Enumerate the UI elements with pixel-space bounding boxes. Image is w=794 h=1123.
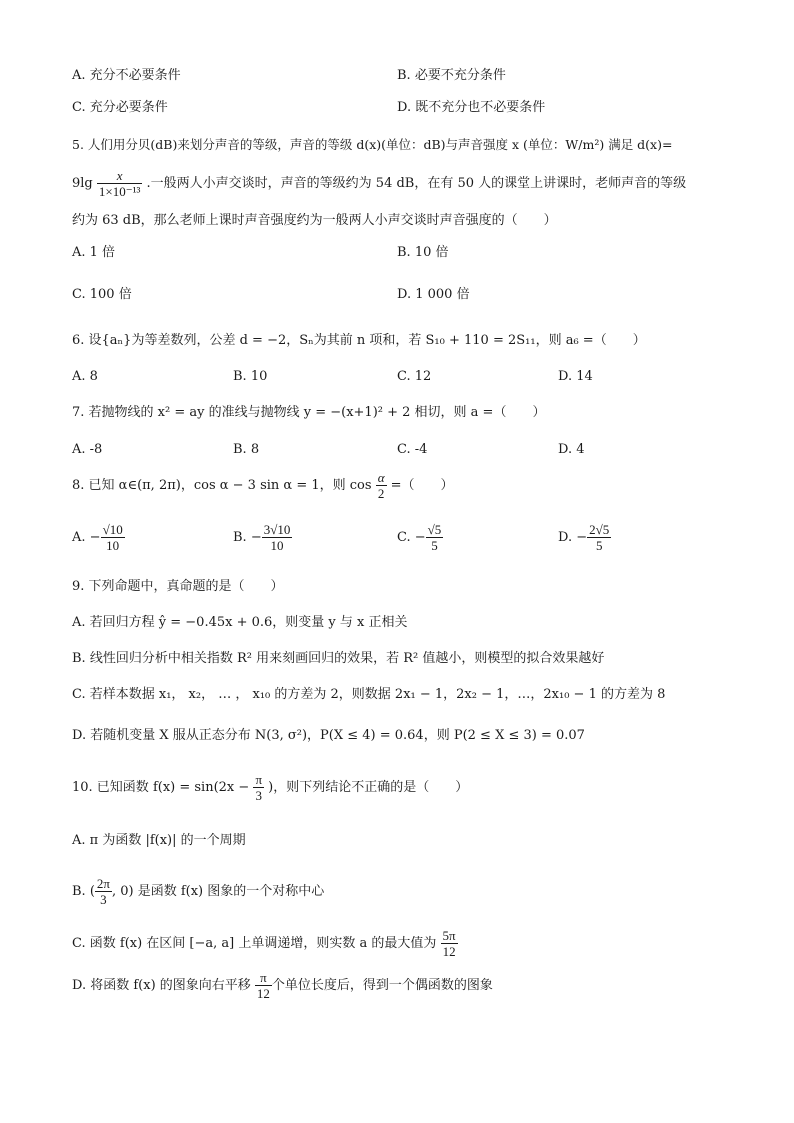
q7-stem: 7. 若抛物线的 x² = ay 的准线与抛物线 y = −(x+1)² + 2 相切，则 a =（ ）: [72, 405, 546, 420]
q10-fraction: [253, 772, 264, 803]
q10-option-d: [72, 966, 493, 1006]
q8-option-b-label: B.: [233, 530, 247, 545]
q10-option-c: [72, 924, 458, 964]
q8-option-c-den: 5: [431, 538, 438, 553]
q10-option-d-frac: [255, 970, 272, 1001]
q5-frac-num: x: [97, 168, 143, 184]
q8-option-d-frac: [587, 522, 611, 553]
q9-option-d: D. 若随机变量 X 服从正态分布 N(3, σ²)，P(X ≤ 4) = 0.64，则 P(2 ≤ X ≤ 3) = 0.07: [72, 728, 585, 743]
q5-frac-den: 1×10⁻¹³: [98, 184, 141, 199]
q10-stem-suffix: )，则下列结论不正确的是（ ）: [268, 780, 469, 795]
q8-option-b-frac: [262, 522, 293, 553]
q8-option-a: A. − $\frac{√10}{10}$: [72, 522, 123, 553]
q10-option-b-suffix: , 0) 是函数 f(x) 图象的一个对称中心: [111, 884, 325, 899]
q10-frac-den: 3: [255, 788, 262, 803]
q10-option-c-num: 5π: [442, 928, 456, 943]
q8-option-a-frac: [101, 522, 125, 553]
q5-option-c: C. 100 倍: [72, 287, 132, 302]
q5-line2-suffix: .一般两人小声交谈时，声音的等级约为 54 dB，在有 50 人的课堂上讲课时，老师声音的等级: [146, 176, 687, 191]
q8-option-c: C. − $\frac{√5}{5}$: [397, 522, 442, 553]
q10-option-b-frac: [95, 876, 112, 907]
q8-option-a-den: 10: [106, 538, 120, 553]
q5-option-d: D. 1 000 倍: [397, 287, 470, 302]
q4-option-c: C. 充分必要条件: [72, 100, 168, 115]
q10-option-c-frac: [441, 928, 458, 959]
q10-option-b-num: 2π: [96, 876, 110, 891]
q8-option-d: D. − $\frac{2√5}{5}$: [558, 522, 610, 553]
q9-stem: 9. 下列命题中，真命题的是（ ）: [72, 579, 284, 594]
q9-option-b: B. 线性回归分析中相关指数 R² 用来刻画回归的效果，若 R² 值越小，则模型的拟合效果越好: [72, 651, 605, 666]
q9-option-c: C. 若样本数据 x₁， x₂， … ， x₁₀ 的方差为 2，则数据 2x₁ − 1，2x₂ − 1，…，2x₁₀ − 1 的方差为 8: [72, 687, 666, 702]
q9-option-a: A. 若回归方程 ŷ = −0.45x + 0.6，则变量 y 与 x 正相关: [72, 615, 408, 630]
q8-option-c-frac: [426, 522, 444, 553]
q5-stem-line3: 约为 63 dB，那么老师上课时声音强度约为一般两人小声交谈时声音强度的（ ）: [72, 213, 557, 228]
q5-stem-line2: [72, 166, 686, 202]
q10-stem: [72, 770, 468, 806]
q8-stem-suffix: =（ ）: [390, 478, 454, 493]
q8-option-d-num: 2√5: [589, 522, 610, 537]
q4-option-a: A. 充分不必要条件: [72, 68, 181, 83]
q7-option-b: B. 8: [233, 442, 260, 457]
q8-fraction: [376, 470, 387, 501]
q10-option-c-prefix: C. 函数 f(x) 在区间 [−a, a] 上单调递增，则实数 a 的最大值为: [72, 936, 437, 951]
q6-option-c: C. 12: [397, 369, 432, 384]
q8-option-d-label: D.: [558, 530, 573, 545]
q6-option-d: D. 14: [558, 369, 593, 384]
q6-option-b: B. 10: [233, 369, 268, 384]
q10-option-a: A. π 为函数 |f(x)| 的一个周期: [72, 833, 246, 848]
q8-option-b: B. − $\frac{3√10}{10}$: [233, 522, 291, 553]
q5-fraction: [97, 168, 143, 199]
q10-option-b: [72, 872, 324, 912]
q6-option-a: A. 8: [72, 369, 98, 384]
q10-option-d-den: 12: [256, 986, 270, 1001]
q8-option-c-label: C.: [397, 530, 411, 545]
q8-option-b-num: 3√10: [263, 522, 291, 537]
q8-option-c-num: √5: [427, 522, 442, 537]
q10-frac-num: π: [255, 772, 263, 787]
q10-option-d-suffix: 个单位长度后，得到一个偶函数的图象: [271, 978, 493, 993]
q8-stem-prefix: 8. 已知 α∈(π, 2π)，cos α − 3 sin α = 1，则 cos: [72, 478, 372, 493]
q6-stem: 6. 设{aₙ}为等差数列，公差 d = −2，Sₙ为其前 n 项和，若 S₁₀ + 110 = 2S₁₁，则 a₆ =（ ）: [72, 333, 646, 348]
q10-option-b-prefix: B. (: [72, 884, 95, 899]
q8-frac-num: α: [377, 470, 385, 485]
q5-lg-prefix: 9lg: [72, 176, 93, 191]
q5-option-a: A. 1 倍: [72, 245, 116, 260]
q8-stem: [72, 468, 454, 504]
q7-option-d: D. 4: [558, 442, 585, 457]
q7-option-a: A. -8: [72, 442, 103, 457]
q10-option-d-prefix: D. 将函数 f(x) 的图象向右平移: [72, 978, 251, 993]
q8-option-d-den: 5: [595, 538, 603, 553]
q10-option-d-num: π: [255, 970, 272, 986]
q4-option-d: D. 既不充分也不必要条件: [397, 100, 546, 115]
q7-option-c: C. -4: [397, 442, 428, 457]
q8-option-b-den: 10: [270, 538, 284, 553]
q8-frac-den: 2: [377, 486, 385, 501]
q10-option-c-den: 12: [442, 944, 456, 959]
q5-option-b: B. 10 倍: [397, 245, 449, 260]
q8-option-a-num: √10: [102, 522, 123, 537]
q5-stem-line1: 5. 人们用分贝(dB)来划分声音的等级，声音的等级 d(x)(单位：dB)与声音强度 x (单位：W/m²) 满足 d(x)=: [72, 137, 673, 152]
q10-stem-prefix: 10. 已知函数 f(x) = sin(2x −: [72, 780, 250, 795]
q10-option-b-den: 3: [100, 892, 107, 907]
q4-option-b: B. 必要不充分条件: [397, 68, 506, 83]
q8-option-a-label: A.: [72, 530, 86, 545]
